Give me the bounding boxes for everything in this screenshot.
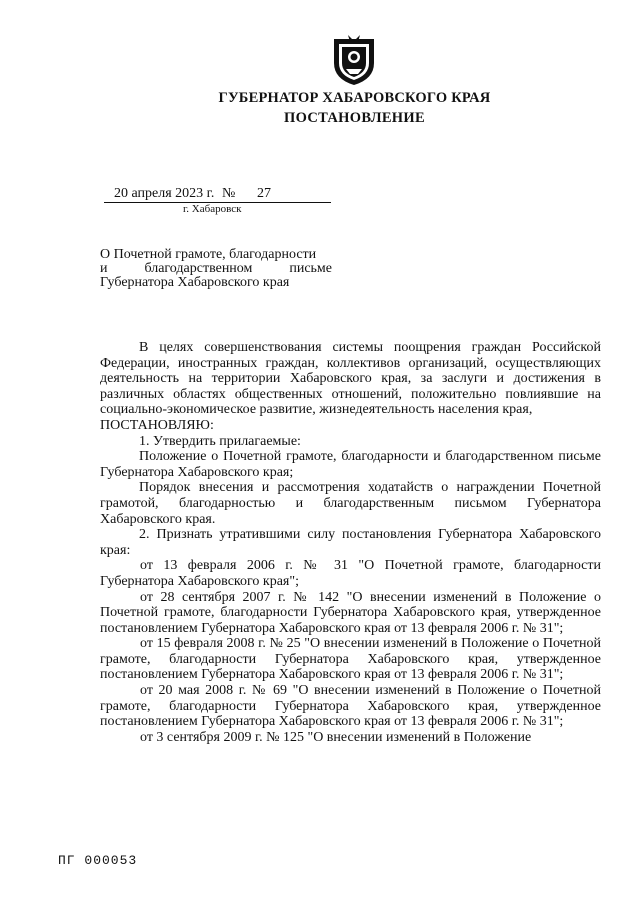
body-paragraph: 1. Утвердить прилагаемые: [139,433,301,449]
coat-of-arms-icon [331,33,377,87]
subject-line-2 [100,262,332,276]
body-paragraph: Положение о Почетной грамоте, благодарности и благодарственном письме Губернатора Хабаровского края; [100,449,601,480]
document-body [100,340,601,745]
document-subject [100,248,332,290]
body-paragraph: от 20 мая 2008 г. № 69 "О внесении изменений в Положение о Почетной грамоте, благодарности Губернатора Хабаровского края, утвержденное постановлением Губернатора Хабаровского края от 13 февраля 2006 г. № 31"; [100,683,601,730]
subject-word: и [100,261,108,276]
body-paragraph: от 13 февраля 2006 г. № 31 "О Почетной грамоте, благодарности Губернатора Хабаровского края"; [100,558,601,589]
body-paragraph: от 3 сентября 2009 г. № 125 "О внесении изменений в Положение [140,729,532,745]
number-sign: № [222,186,236,201]
document-type: ПОСТАНОВЛЕНИЕ [284,110,425,126]
body-paragraph: от 28 сентября 2007 г. № 142 "О внесении изменений в Положение о Почетной грамоте, благодарности Губернатора Хабаровского края, утвержденное постановлением Губернатора Хабаровского края от 13 февраля 2006 г. № 31"; [100,589,601,636]
decree-word: ПОСТАНОВЛЯЮ: [100,417,214,433]
subject-word: письме [289,261,332,276]
body-paragraph: от 15 февраля 2008 г. № 25 "О внесении изменений в Положение о Почетной грамоте, благодарности Губернатора Хабаровского края, утвержденное постановлением Губернатора Хабаровского края от 13 февраля 2006 г. № 31"; [100,636,601,683]
subject-line-1: О Почетной грамоте, благодарности [100,247,317,262]
authority-title: ГУБЕРНАТОР ХАБАРОВСКОГО КРАЯ [218,90,491,106]
date-number-line [104,186,331,203]
subject-line-3: Губернатора Хабаровского края [100,275,290,290]
document-city: г. Хабаровск [183,203,242,215]
subject-word: благодарственном [144,261,253,276]
body-paragraph: В целях совершенствования системы поощрения граждан Российской Федерации, иностранных граждан, коллективов организаций, осуществляющих деятельность на территории Хабаровского края, за заслуги и достижения в различных областях общественных отношений, положительно повлиявшие на социально-экономическое развитие, жизнедеятельность населения края, [100,340,601,418]
form-code: ПГ 000053 [58,853,138,868]
document-number: 27 [257,186,271,201]
document-date: 20 апреля 2023 г. [114,186,215,201]
body-paragraph: Порядок внесения и рассмотрения ходатайств о награждении Почетной грамотой, благодарностью и благодарственным письмом Губернатора Хабаровского края. [100,480,601,527]
body-paragraph: 2. Признать утратившими силу постановления Губернатора Хабаровского края: [100,527,601,558]
